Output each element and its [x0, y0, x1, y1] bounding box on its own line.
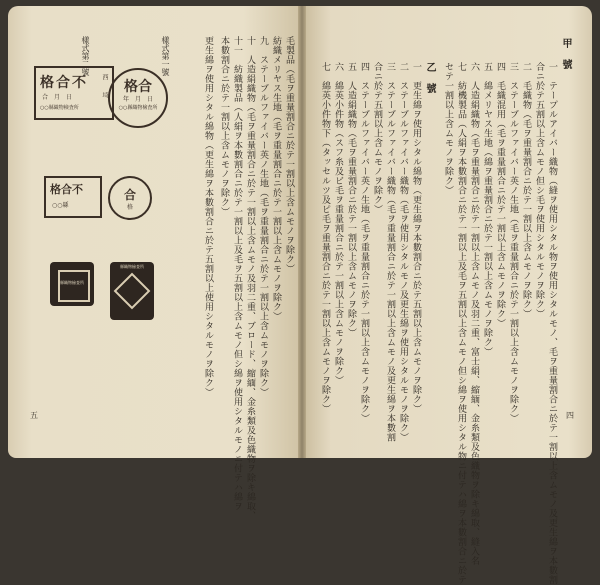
stamp-main-text: 格合不	[40, 75, 88, 91]
stamp-org: ○○縣織物檢査所	[40, 105, 79, 111]
stamp-sub-text: 格	[126, 204, 133, 211]
book-gutter	[298, 6, 306, 458]
text-column: 毛製品（毛ヲ重量割合ニ於テ一割以上含ムモノヲ除ク）	[284, 36, 294, 274]
stamp-sub-text: ○○縣	[52, 202, 69, 209]
text-column: 二 毛織物（毛ヲ重量割合ニ於テ一割以上含ムモノヲ除ク）	[521, 62, 531, 319]
dark-inspection-seal	[110, 262, 154, 320]
text-column: 五 綿メリヤス生地（綿ヲ重量割合ニ於テ一割以上含ムモノヲ除ク）	[482, 62, 492, 357]
page-number: 五	[30, 411, 38, 420]
stamp-date: 年 月 日	[122, 96, 153, 103]
text-column: 十一 紡織製品（人絹ヲ本數割合ニ於テ一割以上及毛ヲ五割以上含ムモノ但シ綿ヲ使用シタルモノニ付テハ綿ヲ	[232, 36, 242, 511]
text-column: 九 ステーブルファイバー英ノ生地（毛ヲ重量割合ニ於テ一割以上含ムモノヲ除ク）	[258, 36, 268, 397]
text-column: 二 ステーブルファイバー織物（毛ヲ使用シタルモノ及更生綿ヲ使用シタルモノヲ除ク）	[398, 62, 408, 442]
seal-text: 縣織物檢査所	[120, 264, 144, 269]
seal-diamond-mark	[114, 273, 151, 310]
stamp-sub-text: 合 月 日	[42, 94, 73, 101]
page-number: 四	[566, 411, 574, 420]
text-column: 四 ステーブルファイバー英ノ生地（毛ヲ重量割合ニ於テ一割以上含ムモノヲ除ク）	[359, 62, 369, 423]
text-column: 七 紡機製品（人絹ヲ本數割合ニ於テ一割以上及毛ヲ五割以上含ムモノ但シ綿ヲ使用シタル物ニ付テハ綿ヲ本數割合ニ於テ	[456, 62, 466, 585]
stamp-main-text: 格合不	[50, 183, 83, 196]
text-column: 紡織メリヤス生地（毛ヲ重量割合ニ於テ一割以上含ムモノヲ除ク）	[271, 36, 281, 321]
stamp-side-text: 西 埼	[101, 74, 108, 98]
text-column: 三 ステーブルファイバー英ノ生地（毛ヲ重量割合ニ於テ一割以上含ムモノヲ除ク）	[508, 62, 518, 423]
dark-inspection-seal	[50, 262, 94, 306]
small-pass-stamp	[108, 176, 152, 220]
text-column: 六 綿英小件物（スフ糸及ビ毛ヲ重量割合ニ於テ一割以上含ムモノヲ除ク）	[333, 62, 343, 385]
text-column: 七 綿英小件物下（タッセルツ及ピ毛ヲ重量割合ニ於テ一割以上含ムモノヲ除ク）	[320, 62, 330, 414]
text-column: 本數割合ニ於テ一割以上含ムモノヲ除ク）	[219, 36, 229, 217]
seal-text: 縣織物檢査所	[60, 280, 84, 285]
text-column: 更生綿ヲ使用シタル綿物（更生綿ヲ本數割合ニ於テ五割以上使用シタルモノヲ除ク）	[203, 36, 213, 397]
stamp-org: ○○縣織物檢査所	[118, 105, 158, 111]
seal-frame	[58, 270, 90, 302]
text-column: セテ一割以上含ムモノヲ除ク）	[443, 62, 453, 195]
text-column: 四 毛織混用（毛ヲ重量割合ニ於テ一割以上含ムモノヲ除ク）	[495, 62, 505, 328]
small-fail-stamp	[44, 176, 102, 218]
text-column: 十 人造絹織物（毛ヲ重量割合ニ於テ一割以上含ムモノ及羽二重、ブロード、縮緬、金糸類及色織物ヲ除キ綿取、	[245, 36, 255, 521]
text-column: 合ニ於テ五割以上含ムモノ但シ毛ヲ使用シタルモノヲ除ク）	[534, 62, 544, 319]
stamp-main-text: 合	[123, 188, 136, 202]
text-column: 六 人造絹織物（毛ヲ重量割合ニ於テ一割以上含ムモノ及羽二重、富士絹、縮緬、金糸類及色織物ヲ除キ綿取、縫入名	[469, 62, 479, 566]
stamp-caption: 樣式第二號	[81, 36, 90, 76]
stamp-caption: 樣式第一號	[161, 36, 170, 76]
section-heading-a: 甲 號	[560, 38, 571, 70]
pass-seal-stamp	[108, 68, 168, 128]
fail-seal-stamp	[34, 66, 114, 120]
stamp-main-text: 格合	[124, 79, 152, 95]
text-column: 一 テープルアイバー織物（縫ヲ使用シタル物ヲ使用シタルモノ、毛ヲ重量割合ニ於テ一割以上含ムモノ及更生綿ヲ本數割	[547, 62, 557, 585]
text-column: 一 更生綿ヲ使用シタル綿物（更生綿ヲ本數割合ニ於テ五割以上含ムモノヲ除ク）	[411, 62, 421, 414]
section-heading-b: 乙 號	[424, 62, 435, 94]
text-column: 合ニ於テ五割以上含ムモノヲ除ク）	[372, 62, 382, 214]
text-column: 三 ステーブルファイバー織物（毛ヲ重量割合ニ於テ一割以上含ムモノ及更生綿ヲ本數割	[385, 62, 395, 442]
text-column: 五 人造絹織物（毛ヲ重量割合ニ於テ一割以上含ムモノヲ除ク）	[346, 62, 356, 338]
